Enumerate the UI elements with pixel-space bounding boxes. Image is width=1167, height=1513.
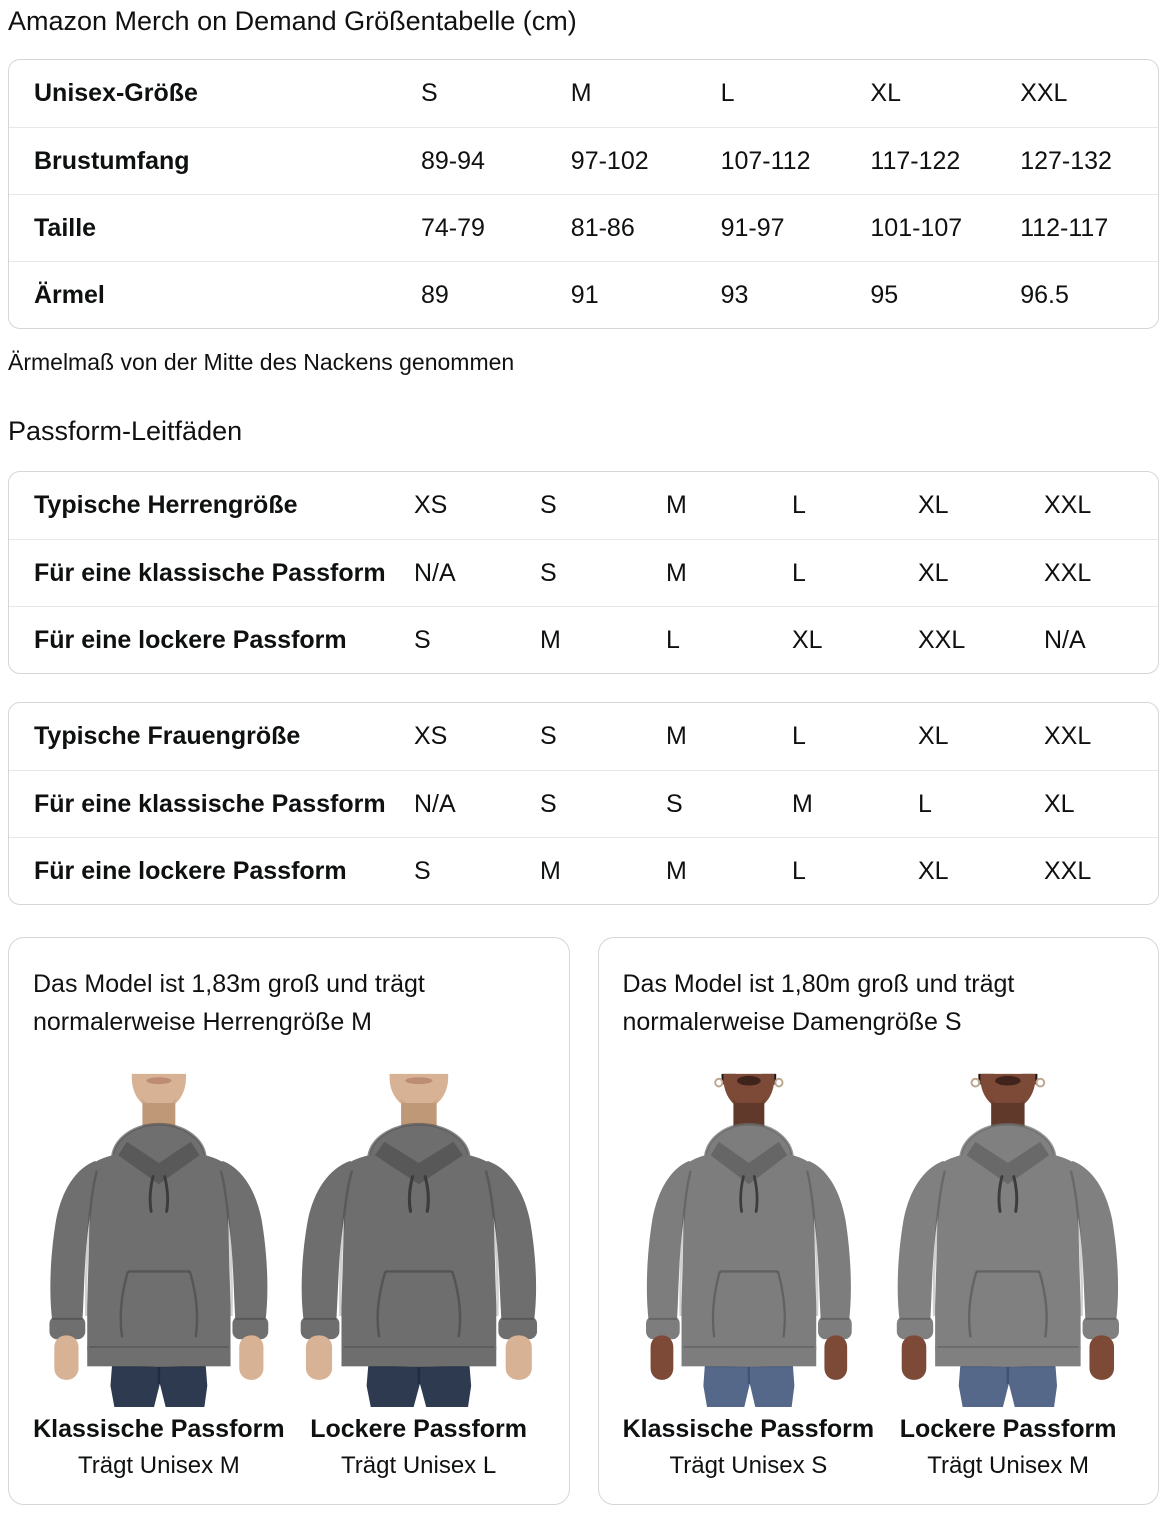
row-label: Für eine lockere Passform [34, 625, 347, 654]
womens-classic-figure [623, 1055, 875, 1480]
table-cell: L [720, 79, 735, 107]
table-cell: S [540, 491, 557, 519]
table-cell: S [540, 722, 557, 750]
table-cell: XXL [1020, 79, 1068, 107]
table-cell: M [666, 856, 687, 885]
mens-loose-model-photo [293, 1055, 545, 1407]
womens-model-card [598, 937, 1160, 1505]
table-cell: XL [870, 79, 901, 107]
mens-fit-table [8, 471, 1159, 674]
womens-loose-figure [882, 1055, 1134, 1480]
fit-caption: Lockere Passform [310, 1415, 528, 1443]
table-cell: 81-86 [570, 213, 635, 242]
table-cell: N/A [414, 558, 456, 587]
table-cell: 96.5 [1020, 280, 1069, 309]
table-cell: 127-132 [1020, 146, 1112, 175]
mens-classic-model-photo [33, 1055, 285, 1407]
table-cell: 117-122 [870, 146, 961, 175]
womens-fit-table [8, 702, 1159, 905]
row-label: Brustumfang [34, 146, 190, 175]
table-cell: M [666, 558, 687, 587]
fit-size-caption: Trägt Unisex S [669, 1452, 828, 1479]
row-label: Für eine lockere Passform [34, 856, 347, 885]
table-cell: S [666, 789, 683, 818]
row-label: Ärmel [34, 280, 105, 309]
table-cell: XL [1044, 789, 1075, 818]
row-label: Für eine klassische Passform [34, 558, 386, 587]
model-cards [8, 937, 1159, 1505]
mens-figures [33, 1055, 545, 1480]
table-cell: XL [792, 625, 823, 654]
table-cell: S [414, 856, 431, 885]
womens-classic-model-photo [623, 1055, 875, 1407]
table-cell: XL [918, 491, 949, 519]
table-cell: M [666, 722, 687, 750]
table-cell: 95 [870, 280, 899, 309]
mens-classic-figure [33, 1055, 285, 1480]
table-cell: 91-97 [720, 213, 785, 242]
unisex-size-table [8, 59, 1159, 329]
table-cell: S [540, 789, 557, 818]
table-cell: 101-107 [870, 213, 963, 242]
table-row [9, 194, 1158, 261]
mens-loose-figure [293, 1055, 545, 1480]
table-cell: N/A [414, 789, 456, 818]
row-label: Typische Herrengröße [34, 491, 298, 519]
table-cell: XXL [1044, 491, 1092, 519]
fit-caption: Klassische Passform [33, 1415, 285, 1443]
mens-model-intro: Das Model ist 1,83m groß und trägt normalerweise Herrengröße M [33, 970, 425, 1036]
table-cell: M [570, 79, 592, 107]
womens-loose-model-photo [882, 1055, 1134, 1407]
table-cell: M [540, 856, 561, 885]
row-label: Unisex-Größe [34, 79, 198, 107]
table-row [9, 127, 1158, 194]
table-cell: XL [918, 558, 949, 587]
table-cell: XXL [1044, 856, 1092, 885]
table-row [9, 261, 1158, 328]
table-cell: 74-79 [421, 213, 485, 242]
row-label: Für eine klassische Passform [34, 789, 386, 818]
table-cell: L [792, 491, 806, 519]
table-cell: L [918, 789, 932, 818]
fit-caption: Lockere Passform [899, 1415, 1117, 1443]
table-cell: L [666, 625, 680, 654]
table-row [9, 703, 1158, 770]
table-cell: 107-112 [720, 146, 811, 175]
table-cell: S [540, 558, 557, 587]
table-cell: S [414, 625, 431, 654]
table-cell: XL [918, 856, 949, 885]
fit-size-caption: Trägt Unisex L [341, 1452, 497, 1479]
row-label: Taille [34, 213, 97, 242]
fit-size-caption: Trägt Unisex M [77, 1452, 240, 1479]
table-cell: M [540, 625, 561, 654]
table-cell: S [421, 79, 438, 107]
fit-caption: Klassische Passform [622, 1415, 875, 1443]
table-cell: 112-117 [1020, 213, 1109, 242]
table-row [9, 606, 1158, 673]
table-cell: XXL [918, 625, 966, 654]
table-row [9, 770, 1158, 837]
table-cell: XL [918, 722, 949, 750]
table-cell: 91 [570, 280, 599, 309]
mens-model-card [8, 937, 570, 1505]
table-cell: XS [414, 491, 448, 519]
table-cell: 89 [421, 280, 449, 309]
table-cell: L [792, 558, 806, 587]
womens-model-intro: Das Model ist 1,80m groß und trägt normalerweise Damengröße S [622, 970, 1015, 1036]
fit-guides-heading: Passform-Leitfäden [8, 416, 243, 446]
table-cell: N/A [1044, 625, 1086, 654]
page-title: Amazon Merch on Demand Größentabelle (cm) [8, 6, 577, 36]
table-cell: XXL [1044, 722, 1092, 750]
table-cell: M [792, 789, 813, 818]
table-row [9, 539, 1158, 606]
table-cell: 89-94 [421, 146, 485, 175]
table-row [9, 837, 1158, 904]
table-cell: XS [414, 722, 448, 750]
table-cell: 93 [720, 280, 749, 309]
table-cell: M [666, 491, 687, 519]
row-label: Typische Frauengröße [34, 722, 301, 750]
womens-figures [623, 1055, 1135, 1480]
table-cell: L [792, 722, 806, 750]
table-cell: 97-102 [570, 146, 649, 175]
table-row [9, 472, 1158, 539]
table-cell: L [792, 856, 806, 885]
sleeve-measure-note: Ärmelmaß von der Mitte des Nackens genommen [8, 349, 515, 375]
table-cell: XXL [1044, 558, 1092, 587]
table-row [9, 60, 1158, 127]
fit-size-caption: Trägt Unisex M [927, 1452, 1090, 1479]
